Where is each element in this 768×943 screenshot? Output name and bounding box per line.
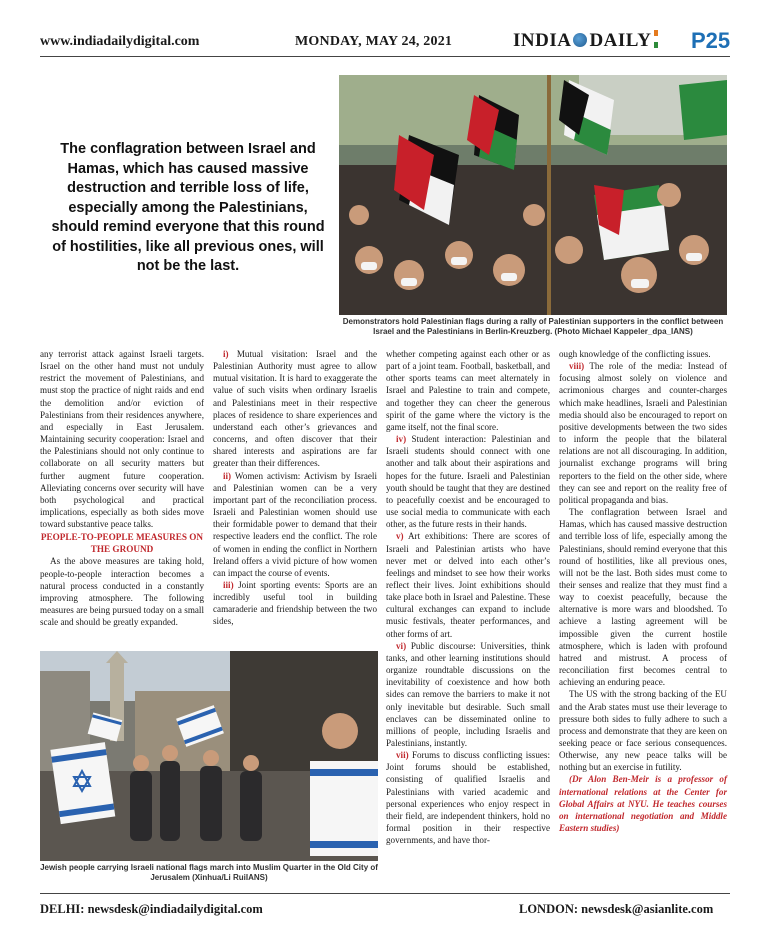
flag-bar-icon [654, 30, 658, 48]
paragraph: The conflagration between Israel and Hamas, which has caused massive destruction and terrible loss of life, especially among the Palestinians, should remind everyone that this round of hostilities, like all previous ones, will not be the last. Both sides must come to their senses and realize that they must find a way to coexist peacefully, because the alternative is more wars and bloodshed. To achieve a lasting agreement will be impossible given the current hostile atmosphere, which is laden with profound hatred and mistrust. A process of reconciliation first becomes central to achieving an enduring peace. [559, 507, 727, 688]
list-number: ii) [223, 470, 232, 481]
footer-london-contact[interactable]: LONDON: newsdesk@asianlite.com [519, 902, 714, 916]
masthead-logo [513, 30, 658, 52]
article-column-4 [559, 348, 727, 834]
paragraph-student-interaction [386, 433, 550, 530]
brand-left: INDIA [513, 30, 572, 51]
paragraph-forums [386, 749, 550, 846]
paragraph: As the above measures are taking hold, people-to-people interaction becomes a natural process conducted in a constantly improving atmosphere. The following measures are being pursued today on a small scale and should be greatly expanded. [40, 556, 204, 628]
brand-right: DAILY [589, 30, 652, 51]
site-url[interactable]: www.indiadailydigital.com [40, 34, 200, 49]
pull-quote: The conflagration between Israel and Hamas, which has caused massive destruction and terrible loss of life, especially among the Palestinians, should remind everyone that this round of hostilities, like all previous ones, will not be the last. [51, 141, 325, 274]
list-number: v) [396, 531, 404, 542]
paragraph: ough knowledge of the conflicting issues. [559, 349, 711, 359]
paragraph-text: Forums to discuss conflicting issues: Joint forums should be established, consisting of qualified Israelis and Palestinians with varied academic and personal experiences who enjoy respect in their field, are independent thinkers, hold no formal position in their respective governments, and have thor- [386, 750, 550, 846]
list-number: vii) [396, 750, 409, 761]
paragraph-women-activism [213, 470, 377, 579]
article-column-3 [386, 348, 550, 846]
globe-icon [573, 33, 587, 47]
issue-date: MONDAY, MAY 24, 2021 [295, 34, 453, 49]
paragraph-text: Public discourse: Universities, think tanks, and other learning institutions should organize roundtable discussions on the inevitability of coexistence and how both sides can remove the barriers to make it not only inevitable but desirable. Such small enclaves can be disseminated online to millions of people, including Israelis and Palestinians, instantly. [386, 640, 550, 748]
paragraph-sporting-events [213, 579, 377, 628]
paragraph: whether competing against each other or as part of a joint team. Football, basketball, and other sports teams can meet alternately in Israel and Palestine to train and compete, and together they can cheer the generous spirit of the game where the victory is the game itself, not the final score. [386, 349, 550, 432]
article-column-2 [213, 348, 377, 628]
paragraph-text: The role of the media: Instead of focusing almost solely on violence and acrimonious charges and counter-charges which make headlines, Israeli and Palestinian media should also be encouraged to report on positive developments between the two sides to inform the people that the bilateral relations are not all discouraging. In addition, journalist exchange programs will bring reporters to the field on the other side, where they can see and report on the reality free of political propaganda and bias. [559, 361, 727, 505]
author-note: (Dr Alon Ben-Meir is a professor of international relations at the Center for Global Affairs at NYU. He teaches courses on international negotiation and Middle Eastern studies) [559, 774, 727, 834]
list-number: i) [223, 349, 229, 359]
photo-caption-bottom: Jewish people carrying Israeli national flags march into Muslim Quarter in the Old City of Jerusalem (Xinhua/Li RuiIANS) [40, 863, 378, 882]
page-number: P25 [691, 28, 731, 53]
list-number: vi) [396, 640, 407, 651]
paragraph-media-role [559, 360, 727, 506]
paragraph: The US with the strong backing of the EU and the Arab states must use their leverage to pressure both sides to fully adhere to such a process and demonstrate that they are keen on seeking peace or face serious consequences. Otherwise, any new peace talks will be nothing but an exercise in futility. [559, 689, 727, 773]
paragraph-public-discourse [386, 640, 550, 749]
jerusalem-march-photo [40, 651, 378, 861]
article-column-1 [40, 348, 204, 628]
paragraph: any terrorist attack against Israeli targets. Israel on the other hand must not unduly restrict the movement of Palestinians, and must stop the practice of night raids and end the demolition and/or eviction of Palestinians from their residences anywhere, and especially in East Jerusalem. Maintaining security cooperation: Israel and the Palestinians should not only continue to collaborate on all security matters but further augment future cooperation. Alleviating concerns over security will have both psychological and practical implications, especially as both sides move toward substantive peace talks. [40, 349, 204, 530]
header-divider [40, 56, 730, 57]
photo-caption-top: Demonstrators hold Palestinian flags during a rally of Palestinian supporters in the conflict between Israel and the Palestinians in Berlin-Kreuzberg. (Photo Michael Kappeler_dpa_IANS) [342, 317, 724, 336]
paragraph-text: Joint sporting events: Sports are an incredibly useful tool in building camaraderie and friendship between the two sides, [213, 579, 377, 627]
paragraph-text: Student interaction: Palestinian and Israeli students should connect with one another and talk about their aspirations and hopes for the future. Israeli and Palestinian youth should be taught that they are destined to peacefully coexist and be encouraged to use social media to communicate with each other, as the future rests in their hands. [386, 434, 550, 530]
section-subhead: PEOPLE-TO-PEOPLE MEASURES ON THE GROUND [40, 532, 204, 555]
footer-delhi-contact[interactable]: DELHI: newsdesk@indiadailydigital.com [40, 902, 263, 916]
paragraph-mutual-visitation [213, 348, 377, 470]
paragraph-text: Women activism: Activism by Israeli and Palestinian women can be a very important part of the reconciliation process. Israeli and Palestinian women should use their formidable power to demand that their respective leaders end the conflict. The role of women in ending the conflict in Northern Ireland offers a vivid picture of how women can impact the course of events. [213, 470, 377, 578]
page-header [40, 28, 730, 56]
list-number: iv) [396, 434, 407, 445]
protest-photo [339, 75, 727, 315]
paragraph-art-exhibitions [386, 530, 550, 639]
footer-divider [40, 893, 730, 894]
list-number: viii) [569, 361, 585, 372]
list-number: iii) [223, 579, 234, 590]
paragraph-text: Mutual visitation: Israel and the Palestinian Authority must agree to allow mutual visitation. It is hard to exaggerate the value of such visits when ordinary Israelis and Palestinians meet in their respective places of residence to share experiences and understand each other’s grievances and concerns, and often discover that their shared interests and aspirations are far greater than their differences. [213, 349, 377, 469]
paragraph-text: Art exhibitions: There are scores of Israeli and Palestinian artists who have never met or delved into each other’s feelings and mindset to see how their works reflect their lives. Joint exhibitions should take place both in Israel and Palestine. These cultural exchanges can expand to include music festivals, theater performances, and other forms of art. [386, 531, 550, 639]
